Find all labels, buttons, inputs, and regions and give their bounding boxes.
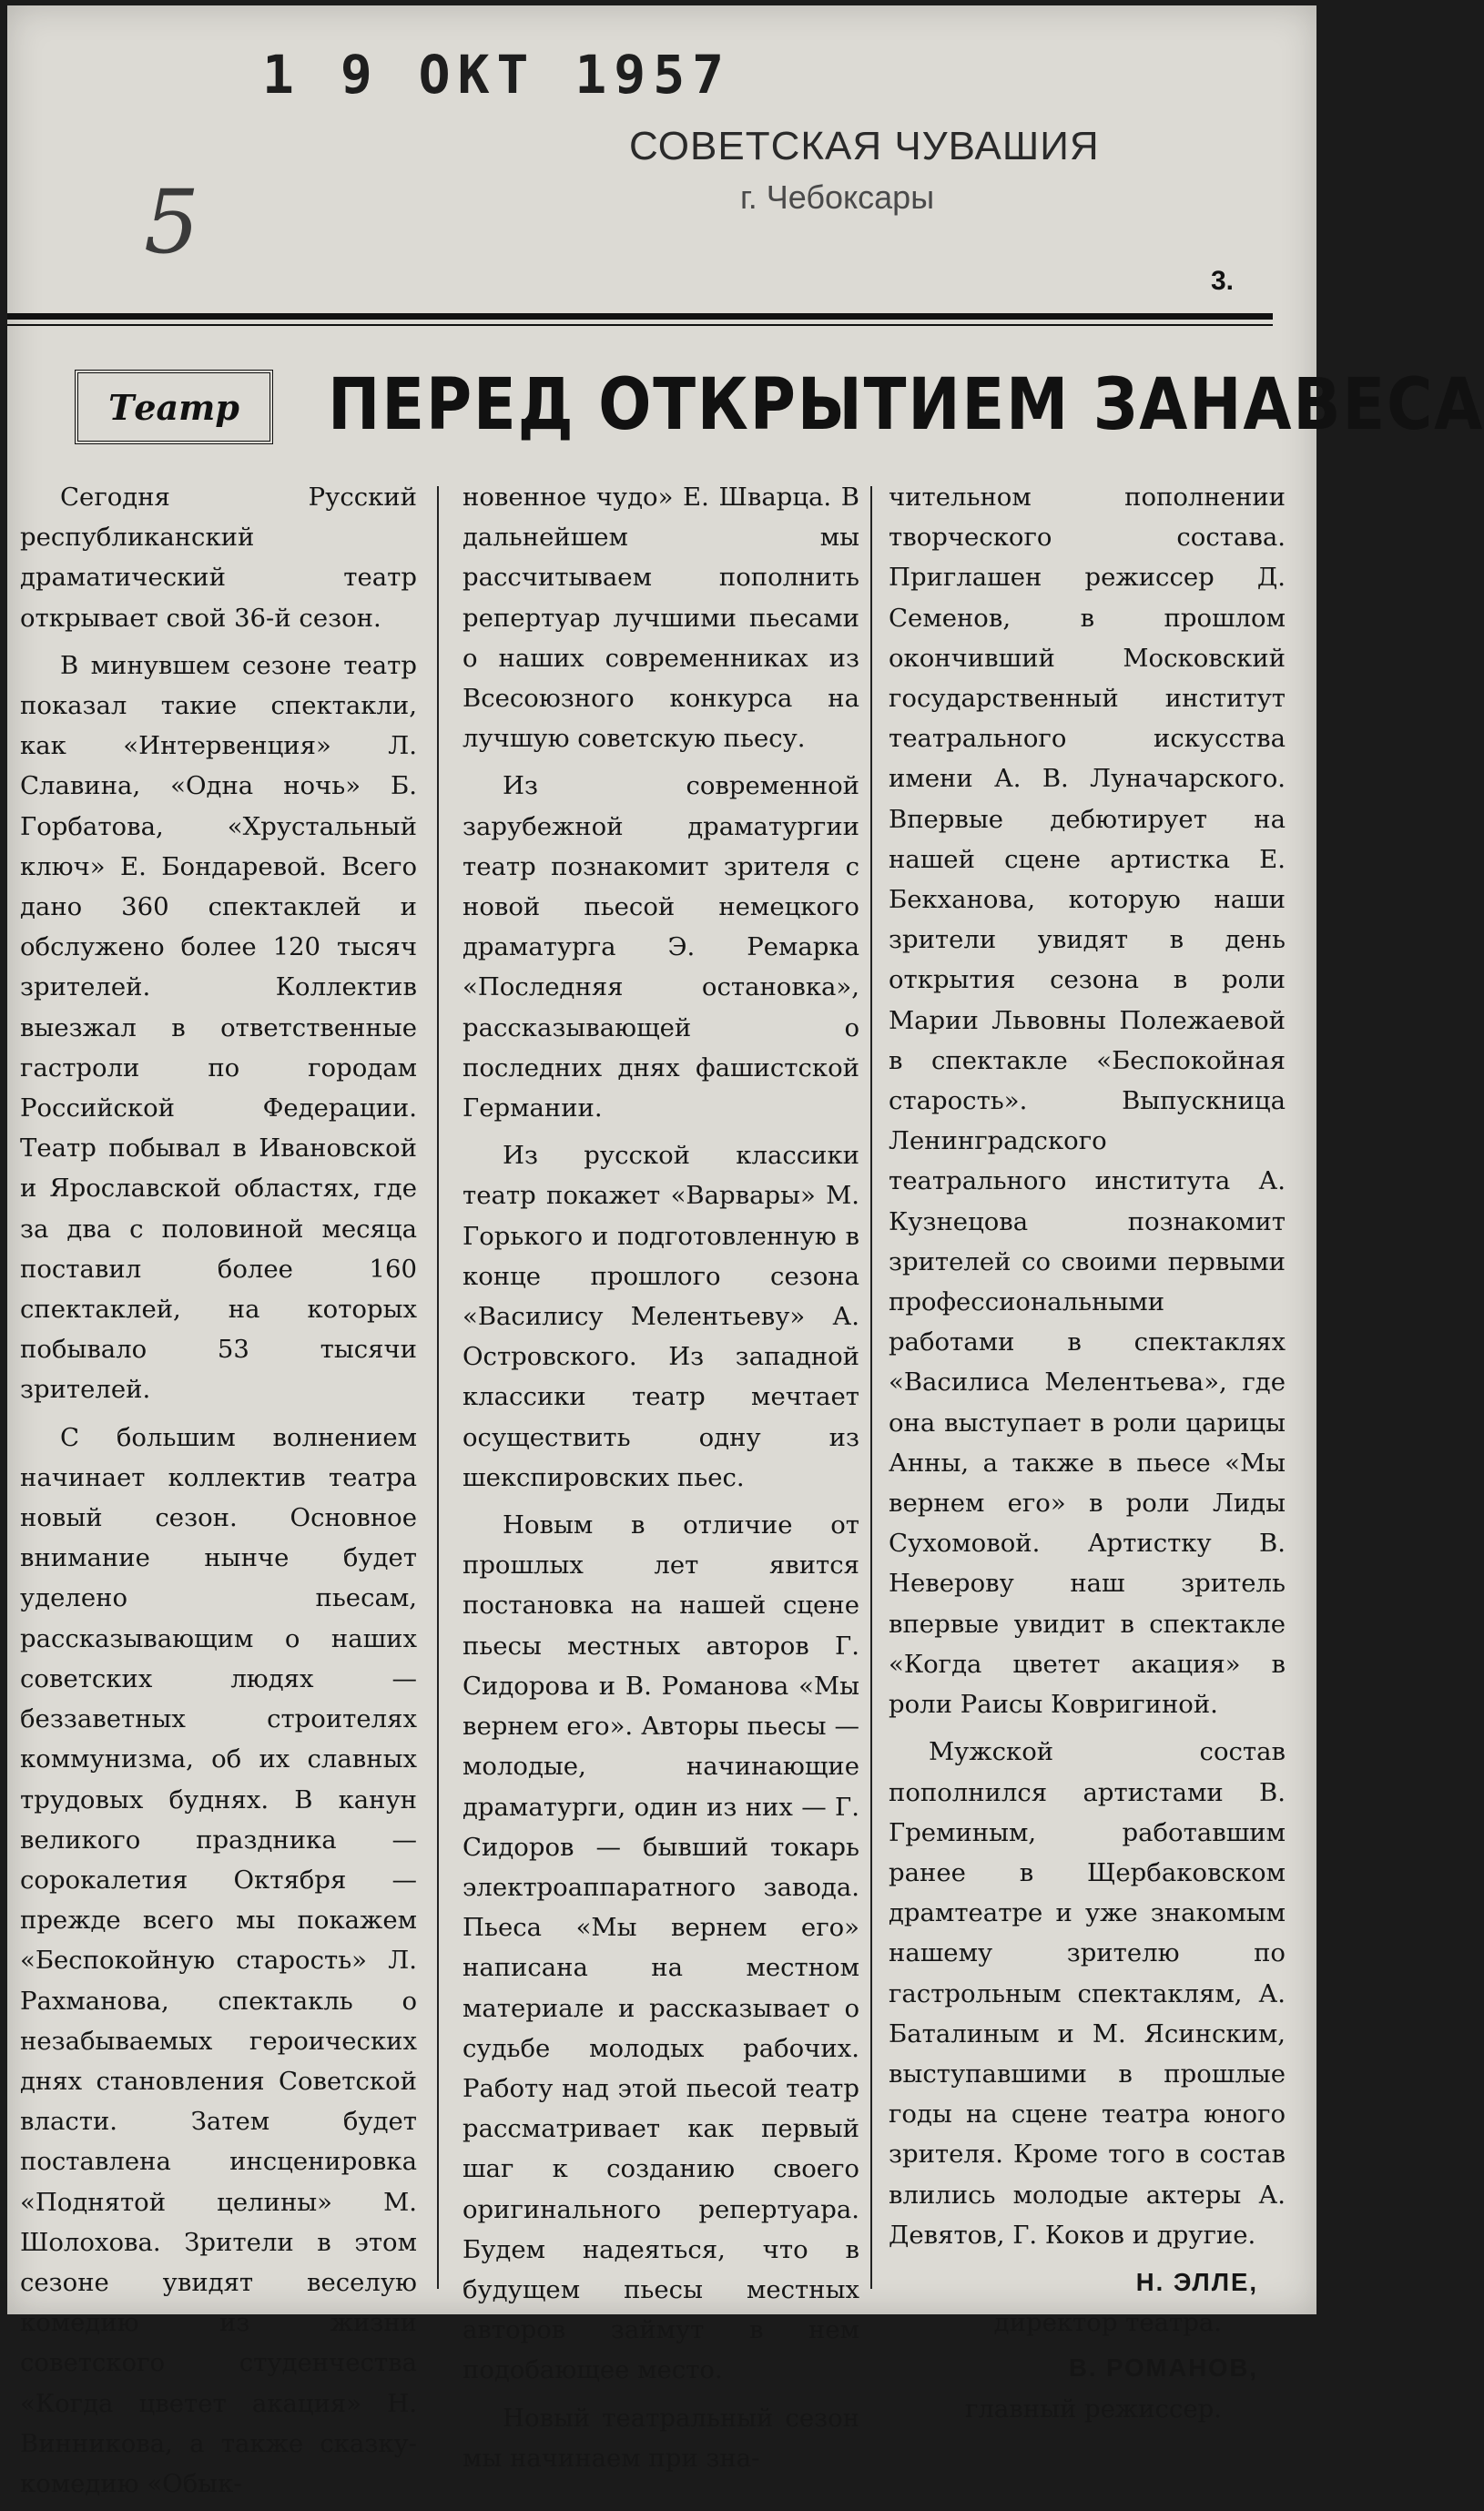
rubric-label: Театр xyxy=(108,386,239,428)
paragraph: В минувшем сезоне театр показал такие спектакли, как «Интервенция» Л. Славина, «Одна ночь» Б. Горбатова, «Хрустальный ключ» Е. Бондаревой. Всего дано 360 спектаклей и обслужено более 120 тысяч зрителей. Коллектив выезжал в ответственные гастроли по городам Российской Федерации. Театр побывал в Ивановской и Ярославской областях, где за два с половиной месяца поставил более 160 спектаклей, на которых побывало 53 тысячи зрителей. xyxy=(20,650,417,1405)
rubric-box xyxy=(75,370,273,444)
top-rule xyxy=(7,313,1273,320)
article-column-2 xyxy=(462,477,859,2486)
signature-name: Н. ЭЛЛЕ, xyxy=(1135,2267,1258,2296)
top-rule-thin xyxy=(7,324,1273,326)
city-stamp: г. Чебоксары xyxy=(740,178,935,216)
column-divider xyxy=(437,486,439,2289)
page-number: 3. xyxy=(1211,266,1235,296)
paragraph: Мужской состав пополнился артистами В. Греминым, работавшим ранее в Щербаковском драмтеатре и уже знакомым нашему зрителю по гастрольным спектаклям, А. Баталиным и М. Ясинским, выступавшими в прошлые годы на сцене театра юного зрителя. Кроме того в состав влились молодые актеры А. Девятов, Г. Коков и другие. xyxy=(889,1737,1286,2250)
paragraph: новенное чудо» Е. Шварца. В дальнейшем мы рассчитываем пополнить репертуар лучшими пьесами о наших современниках из Всесоюзного конкурса на лучшую советскую пьесу. xyxy=(462,483,859,754)
newspaper-name-stamp: СОВЕТСКАЯ ЧУВАШИЯ xyxy=(629,124,1100,168)
signature-name: В. РОМАНОВ, xyxy=(1068,2353,1258,2383)
paragraph: Из русской классики театр покажет «Варвары» М. Горького и подготовленную в конце прошлого сезона «Василису Мелентьеву» А. Островского. Из западной классики театр мечтает осуществить одну из шекспировских пьес. xyxy=(462,1141,859,1492)
article-headline: ПЕРЕД ОТКРЫТИЕМ ЗАНАВЕСА xyxy=(328,364,1484,446)
signature-role: главный режиссер. xyxy=(965,2394,1222,2424)
paragraph: Новый театральный сезон мы начинаем при зна- xyxy=(462,2403,859,2473)
paragraph: С большим волнением начинает коллектив театра новый сезон. Основное внимание нынче будет уделено пьесам, рассказывающим о наших советских людях — беззаветных строителях коммунизма, об их славных трудовых буднях. В канун великого праздника — сорокалетия Октября — прежде всего мы покажем «Беспокойную старость» Л. Рахманова, спектакль о незабываемых героических днях становления Советской власти. Затем будет поставлена инсценировка «Поднятой целины» М. Шолохова. Зрители в этом сезоне увидят веселую комедию из жизни советского студенчества «Когда цветет акация» Н. Винникова, а также сказку-комедию «Обык- xyxy=(20,1422,417,2498)
paragraph: Сегодня Русский республиканский драматический театр открывает свой 36-й сезон. xyxy=(20,483,417,633)
handwritten-number: 5 xyxy=(144,171,200,273)
signature-role: директор театра. xyxy=(993,2308,1222,2338)
paragraph: Новым в отличие от прошлых лет явится постановка на нашей сцене пьесы местных авторов Г. Сидорова и В. Романова «Мы вернем его». Авторы пьесы — молодые, начинающие драматурги, один из них — Г. Сидоров — бывший токарь электроаппаратного завода. Пьеса «Мы вернем его» написана на местном материале и рассказывает о судьбе молодых рабочих. Работу над этой пьесой театр рассматривает как первый шаг к созданию своего оригинального репертуара. Будем надеяться, что в будущем пьесы местных авторов займут в нем подобающее место. xyxy=(462,1510,859,2385)
article-column-3 xyxy=(889,477,1286,2433)
paragraph: Из современной зарубежной драматургии театр познакомит зрителя с новой пьесой немецкого драматурга Э. Ремарка «Последняя остановка», рассказывающей о последних днях фашистской Германии. xyxy=(462,771,859,1123)
column-divider xyxy=(870,486,872,2289)
paragraph: чительном пополнении творческого состава. Приглашен режиссер Д. Семенов, в прошлом окончивший Московский государственный институт театрального искусства имени А. В. Луначарского. Впервые дебютирует на нашей сцене артистка Е. Бекханова, которую наши зрители увидят в день открытия сезона в роли Марии Львовны Полежаевой в спектакле «Беспокойная старость». Выпускница Ленинградского театрального института А. Кузнецова познакомит зрителей со своими первыми профессиональными работами в спектаклях «Василиса Мелентьева», где она выступает в роли царицы Анны, а также в пьесе «Мы вернем его» в роли Лиды Сухомовой. Артистку В. Неверову наш зритель впервые увидит в спектакле «Когда цветет акация» в роли Раисы Ковригиной. xyxy=(889,483,1286,1720)
newspaper-clipping xyxy=(7,5,1484,2498)
date-stamp: 1 9 ОКТ 1957 xyxy=(262,44,732,106)
article-column-1 xyxy=(20,477,417,2511)
